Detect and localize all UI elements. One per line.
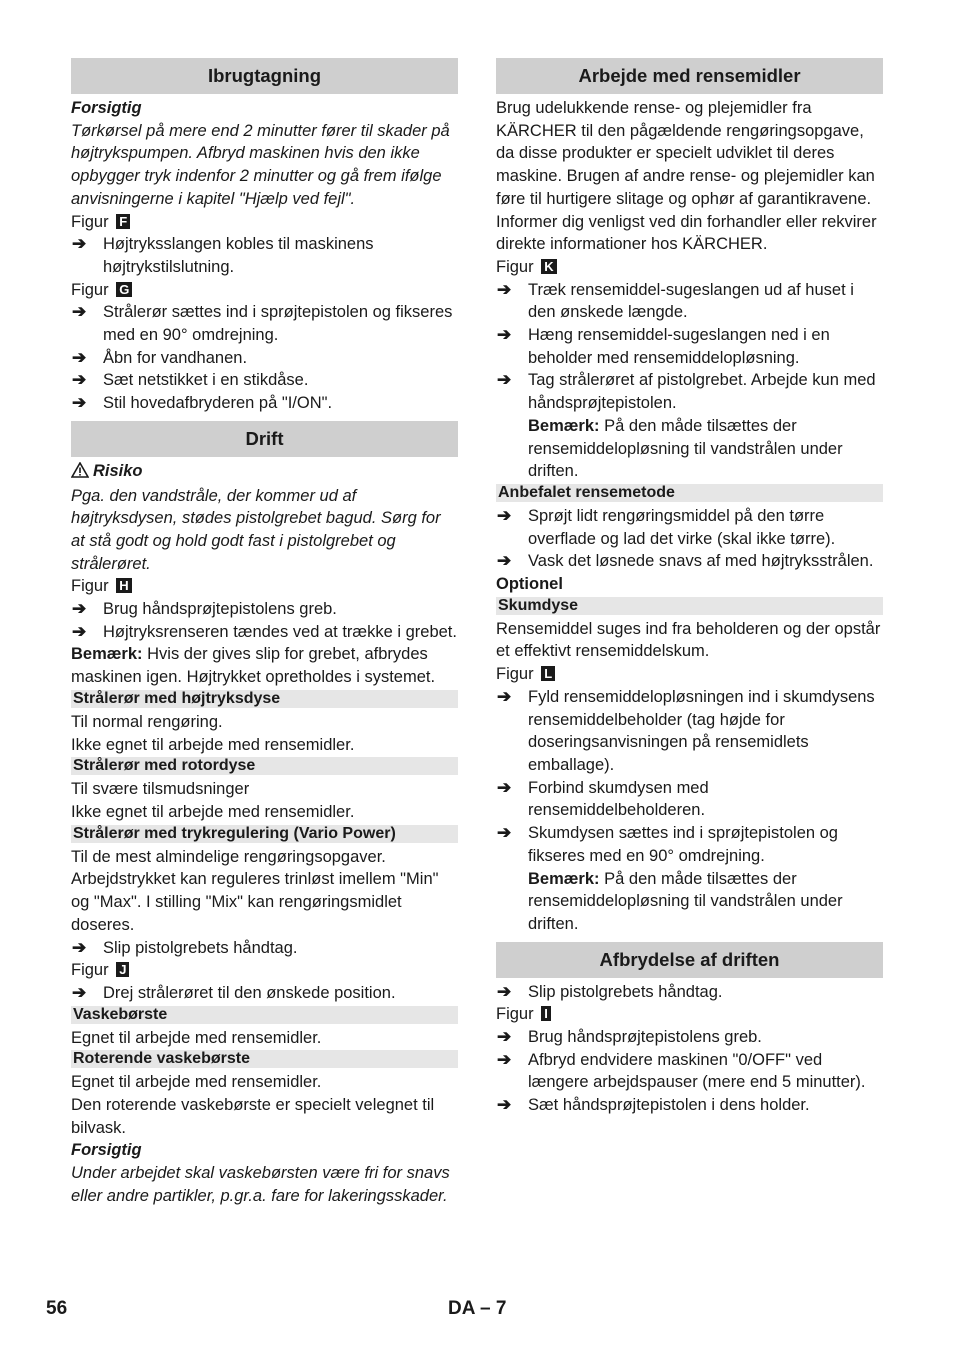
subheading-anbefalet-rensemetode: Anbefalet rensemetode [496,484,883,502]
optional-heading: Optionel [496,575,563,594]
caution-text: Under arbejdet skal vaskebørsten være fri for snavs eller andre partikler, p.gr.a. fare for lakeringsskader. [71,1164,450,1205]
arrow-right-icon: ➔ [72,234,87,254]
subheading-skumdyse: Skumdyse [496,597,883,615]
figure-letter-k: K [541,259,556,274]
warning-triangle-icon [71,462,93,485]
step-item: ➔ Forbind skumdysen med rensemiddelbeholderen. [497,777,709,820]
step-item: ➔ Brug håndsprøjtepistolens greb. [496,1026,883,1049]
arrow-right-icon: ➔ [72,621,87,641]
arrow-right-icon: ➔ [497,823,512,843]
body-text: Egnet til arbejde med rensemidler. [71,1028,322,1047]
caution-label: Forsigtig [71,1141,142,1160]
figure-ref-l: Figur L [496,663,883,686]
figure-letter-j: J [116,962,129,977]
step-item: ➔ Hæng rensemiddel-sugeslangen ned i en beholder med rensemiddelopløsning. [497,325,830,367]
arrow-right-icon: ➔ [497,279,512,299]
arrow-right-icon: ➔ [497,505,512,525]
step-item: ➔ Sæt håndsprøjtepistolen i dens holder. [496,1094,883,1117]
figure-letter-i: I [541,1006,551,1021]
subheading-vario-power: Strålerør med trykregulering (Vario Power) [71,825,458,843]
arrow-right-icon: ➔ [72,937,87,957]
body-text: Til de mest almindelige rengøringsopgaver. Arbejdstrykket kan reguleres trinløst imellem "Min" og "Max". I stilling "Mix" kan rengøringsmidlet doseres. [71,847,439,934]
section-heading-drift: Drift [71,421,458,457]
figure-ref-i: Figur I [496,1003,883,1026]
body-text: Brug udelukkende rense- og plejemidler fra KÄRCHER til den pågældende rengøringsopgave, da disse produkter er specielt udviklet til deres maskine. Brugen af andre rense- og plejemidler kan føre til hurtigere slitage og ophør af garantikravene. Informer dig venligst ved din forhandler eller rekvirer direkte informationer hos KÄRCHER. [496,99,877,254]
subheading-hojtryksdyse: Strålerør med højtryksdyse [71,690,458,708]
body-text: Egnet til arbejde med rensemidler. [71,1073,322,1092]
language-page-label: DA – 7 [448,1298,507,1319]
subheading-roterende-vaskeborste: Roterende vaskebørste [71,1050,458,1068]
body-text: Til normal rengøring. [71,712,223,731]
section-heading-rensemidler: Arbejde med rensemidler [496,58,883,94]
figure-letter-f: F [116,214,130,229]
step-item: ➔ Strålerør sættes ind i sprøjtepistolen og fikseres med en 90° omdrejning. [72,302,453,345]
arrow-right-icon: ➔ [72,302,87,322]
risk-label: Risiko [71,460,458,485]
arrow-right-icon: ➔ [72,370,87,390]
arrow-right-icon: ➔ [497,686,512,706]
body-text: Rensemiddel suges ind fra beholderen og der opstår et effektivt rensemiddelskum. [496,619,881,661]
figure-ref-g: Figur G [71,279,458,302]
step-item: ➔ Sprøjt lidt rengøringsmiddel på den tørre overflade og lad det virke (skal ikke tørre). [497,505,836,548]
caution-label: Forsigtig [71,99,142,117]
note-paragraph: Bemærk: Hvis der gives slip for grebet, afbrydes maskinen igen. Højtrykket opretholdes i systemet. [71,645,436,687]
body-text: Ikke egnet til arbejde med rensemidler. [71,802,355,821]
arrow-right-icon: ➔ [72,599,87,619]
step-item: ➔ Sæt netstikket i en stikdåse. [71,369,458,392]
page-number: 56 [46,1298,68,1319]
arrow-right-icon: ➔ [72,982,87,1002]
step-item: ➔ Vask det løsnede snavs af med højtryksstrålen. [496,550,883,573]
arrow-right-icon: ➔ [497,370,512,390]
left-column [71,58,458,1208]
subheading-rotordyse: Strålerør med rotordyse [71,757,458,775]
note-paragraph: Bemærk: På den måde tilsættes der rensemiddelopløsning til vandstrålen under driften. [528,416,843,481]
step-item: ➔ Fyld rensemiddelopløsningen ind i skumdysens rensemiddelbeholder (tag højde for doseringsanvisningen på rensemidlets emballage). [497,686,875,774]
arrow-right-icon: ➔ [497,981,512,1001]
arrow-right-icon: ➔ [72,393,87,413]
figure-ref-k: Figur K [496,256,883,279]
body-text: Ikke egnet til arbejde med rensemidler. [71,735,355,754]
step-item: ➔ Slip pistolgrebets håndtag. [71,937,458,960]
body-text: Den roterende vaskebørste er specielt velegnet til bilvask. [71,1096,435,1137]
note-paragraph: Bemærk: På den måde tilsættes der rensemiddelopløsning til vandstrålen under driften. [528,869,843,933]
step-item: ➔ Højtryksrenseren tændes ved at trække i grebet. [71,621,458,644]
arrow-right-icon: ➔ [497,1095,512,1115]
figure-ref-f: Figur F [71,211,458,234]
step-item: ➔ Brug håndsprøjtepistolens greb. [71,598,458,621]
right-column [496,58,883,1117]
step-item: ➔ Skumdysen sættes ind i sprøjtepistolen og fikseres med en 90° omdrejning. [497,823,838,865]
arrow-right-icon: ➔ [72,347,87,367]
step-item: ➔ Højtryksslangen kobles til maskinens højtrykstilslutning. [72,234,374,276]
step-item: ➔ Drej strålerøret til den ønskede position. [71,982,458,1005]
arrow-right-icon: ➔ [497,1049,512,1069]
arrow-right-icon: ➔ [497,777,512,797]
arrow-right-icon: ➔ [497,551,512,571]
caution-text: Tørkørsel på mere end 2 minutter fører til skader på højtrykspumpen. Afbryd maskinen hvis den ikke opbygger tryk indenfor 2 minutter og gå frem ifølge anvisningerne i kapitel "Hjælp ved fejl". [71,121,450,208]
arrow-right-icon: ➔ [497,325,512,345]
figure-letter-g: G [116,282,132,297]
step-item: ➔ Stil hovedafbryderen på "I/ON". [71,392,458,415]
step-item: ➔ Tag strålerøret af pistolgrebet. Arbejde kun med håndsprøjtepistolen. [497,370,876,413]
risk-text: Pga. den vandstråle, der kommer ud af højtryksdysen, stødes pistolgrebet bagud. Sørg for at stå godt og hold godt fast i pistolgrebet og strålerøret. [71,486,441,573]
step-item: ➔ Træk rensemiddel-sugeslangen ud af huset i den ønskede længde. [497,279,854,322]
step-item: ➔ Slip pistolgrebets håndtag. [496,981,883,1004]
arrow-right-icon: ➔ [497,1027,512,1047]
step-item: ➔ Åbn for vandhanen. [71,347,458,370]
body-text: Til svære tilsmudsninger [71,780,250,799]
figure-ref-h: Figur H [71,575,458,598]
section-heading-ibrugtagning: Ibrugtagning [71,58,458,94]
figure-ref-j: Figur J [71,959,458,982]
figure-letter-l: L [541,666,555,681]
subheading-vaskeborste: Vaskebørste [71,1006,458,1024]
section-heading-afbrydelse: Afbrydelse af driften [496,942,883,978]
step-item: ➔ Afbryd endvidere maskinen "0/OFF" ved længere arbejdspauser (mere end 5 minutter). [497,1049,866,1092]
figure-letter-h: H [116,578,131,593]
